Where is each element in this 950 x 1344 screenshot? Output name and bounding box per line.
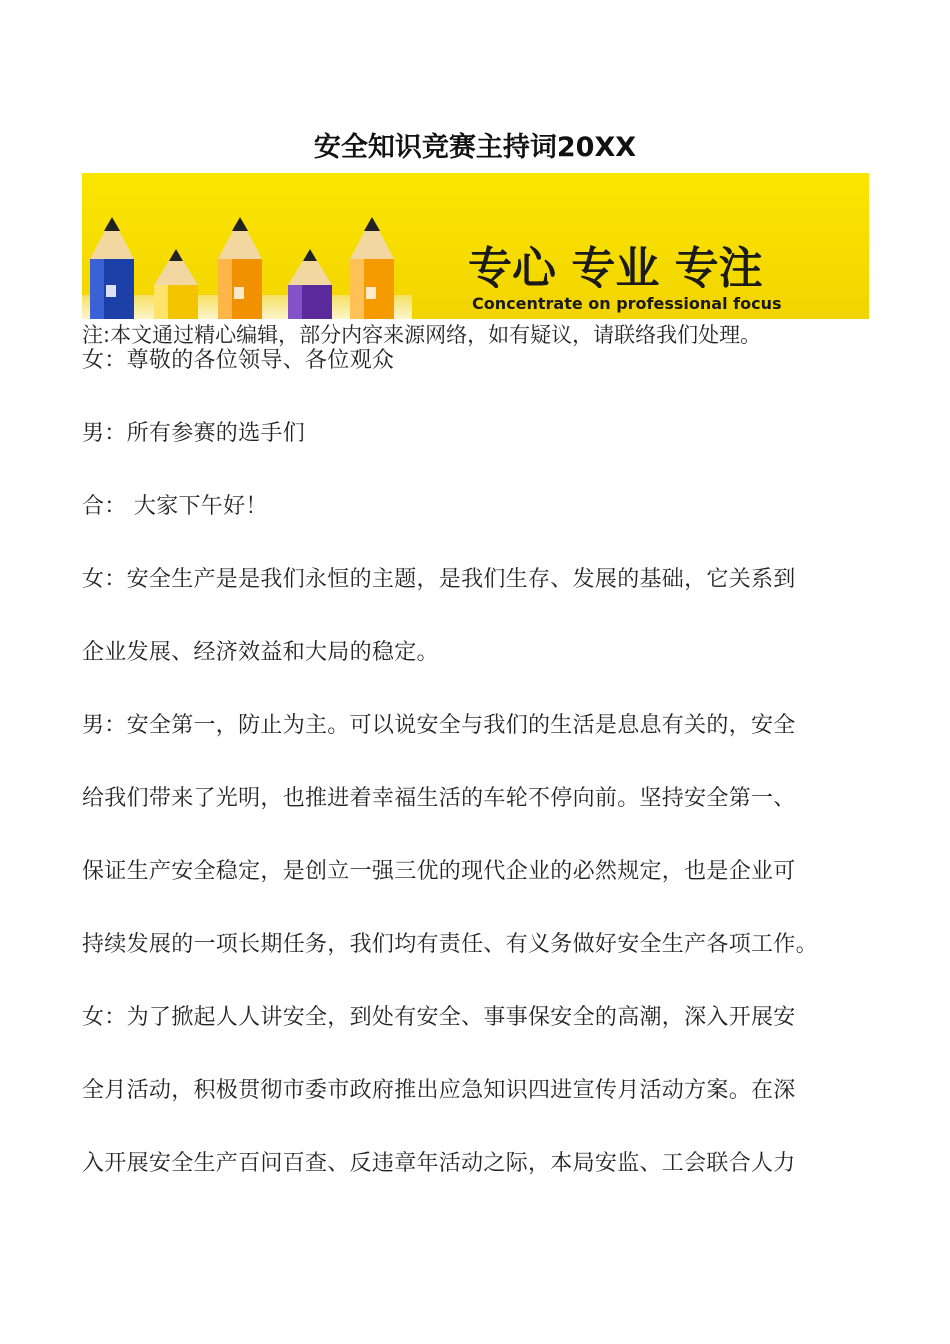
- text-line: 保证生产安全稳定，是创立一强三优的现代企业的必然规定，也是企业可: [82, 859, 796, 884]
- body-text: [82, 348, 882, 1224]
- text-line: 男：所有参赛的选手们: [82, 421, 306, 446]
- banner-tagline: Concentrate on professional focus: [472, 294, 782, 313]
- text-line: 入开展安全生产百问百查、反违章年活动之际，本局安监、工会联合人力: [82, 1151, 796, 1176]
- text-line: 女：尊敬的各位领导、各位观众: [82, 348, 395, 373]
- text-line: 女：为了掀起人人讲安全，到处有安全、事事保安全的高潮，深入开展安: [82, 1005, 796, 1030]
- text-line: 企业发展、经济效益和大局的稳定。: [82, 640, 439, 665]
- text-line: 持续发展的一项长期任务，我们均有责任、有义务做好安全生产各项工作。: [82, 932, 818, 957]
- banner-slogan: 专心 专业 专注: [468, 243, 763, 294]
- banner-image: [82, 173, 869, 319]
- text-line: 女：安全生产是是我们永恒的主题，是我们生存、发展的基础，它关系到: [82, 567, 796, 592]
- text-line: 男：安全第一，防止为主。可以说安全与我们的生活是息息有关的，安全: [82, 713, 796, 738]
- document-title: 安全知识竞赛主持词20XX: [313, 132, 637, 163]
- text-line: 给我们带来了光明，也推进着幸福生活的车轮不停向前。坚持安全第一、: [82, 786, 796, 811]
- text-line: 合： 大家下午好！: [82, 494, 268, 519]
- editor-note: 注:本文通过精心编辑，部分内容来源网络，如有疑议，请联络我们处理。: [82, 323, 762, 347]
- text-line: 全月活动，积极贯彻市委市政府推出应急知识四进宣传月活动方案。在深: [82, 1078, 796, 1103]
- banner-graphic: [82, 173, 869, 319]
